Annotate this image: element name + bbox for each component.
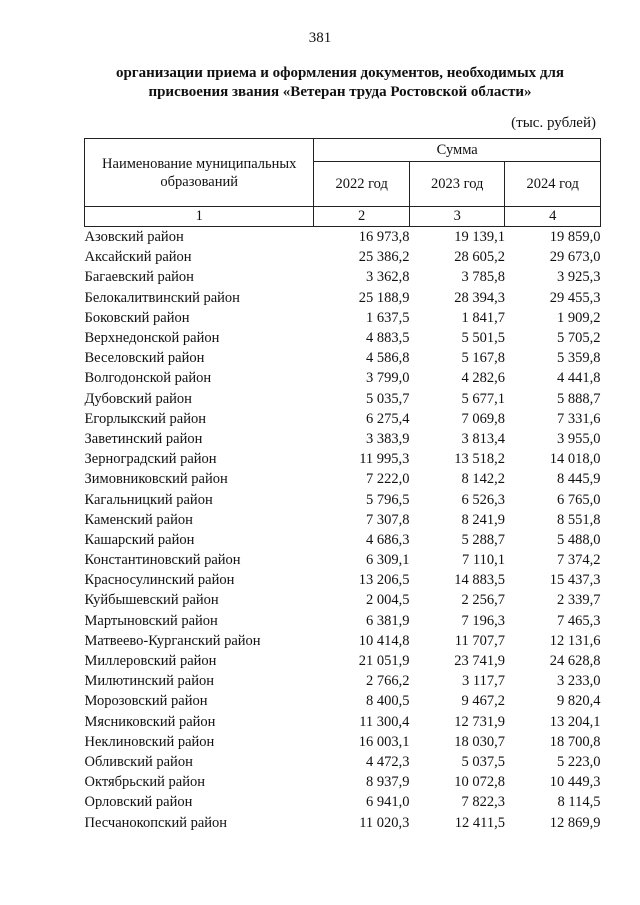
- municipality-name: Заветинский район: [84, 430, 203, 447]
- value-2023: 11 707,7: [454, 632, 505, 649]
- header-sum: Сумма: [314, 139, 601, 162]
- value-2024: 10 449,3: [549, 774, 601, 791]
- value-2023: 3 117,7: [461, 673, 505, 690]
- value-2022: 11 020,3: [359, 814, 410, 831]
- title-line-1: организации приема и оформления документов, необходимых для: [115, 65, 565, 81]
- municipality-name: Миллеровский район: [84, 653, 217, 670]
- municipality-name: Аксайский район: [84, 249, 192, 266]
- header-year-2023: 2023 год: [409, 162, 505, 207]
- municipality-name: Милютинский район: [84, 673, 214, 690]
- value-2023: 5 677,1: [461, 390, 505, 407]
- municipality-name: Кашарский район: [84, 531, 195, 548]
- value-2022: 4 883,5: [365, 330, 410, 347]
- value-2022: 2 766,2: [365, 673, 410, 690]
- table-row: [85, 530, 601, 550]
- header-col-number: 2: [314, 207, 410, 227]
- table-row: [85, 570, 601, 590]
- document-title: [80, 64, 600, 102]
- value-2023: 19 139,1: [454, 229, 505, 246]
- value-2022: 6 381,9: [365, 612, 410, 629]
- value-2024: 7 331,6: [557, 410, 601, 427]
- municipality-name: Неклиновский район: [84, 733, 215, 750]
- title-line-2: присвоения звания «Ветеран труда Ростовской области»: [148, 84, 532, 100]
- value-2023: 23 741,9: [454, 653, 505, 670]
- value-2024: 5 705,2: [557, 330, 601, 347]
- value-2023: 14 883,5: [454, 572, 505, 589]
- value-2023: 5 037,5: [461, 753, 505, 770]
- value-2022: 7 222,0: [365, 471, 410, 488]
- value-2023: 3 785,8: [461, 269, 505, 286]
- table-row: [85, 469, 601, 489]
- value-2024: 3 925,3: [557, 269, 601, 286]
- value-2023: 18 030,7: [454, 733, 505, 750]
- value-2024: 7 465,3: [557, 612, 601, 629]
- value-2022: 4 686,3: [365, 531, 410, 548]
- value-2024: 9 820,4: [557, 693, 601, 710]
- value-2024: 14 018,0: [549, 451, 601, 468]
- value-2022: 3 383,9: [365, 430, 410, 447]
- value-2022: 5 035,7: [365, 390, 410, 407]
- value-2023: 3 813,4: [461, 430, 505, 447]
- value-2022: 7 307,8: [365, 511, 410, 528]
- value-2024: 24 628,8: [549, 653, 601, 670]
- municipality-name: Мясниковский район: [84, 713, 216, 730]
- value-2022: 25 386,2: [358, 249, 410, 266]
- value-2024: 13 204,1: [549, 713, 601, 730]
- header-col-number: 4: [505, 207, 601, 227]
- value-2022: 21 051,9: [358, 653, 410, 670]
- table-row: [85, 752, 601, 772]
- municipality-name: Орловский район: [84, 794, 193, 811]
- municipality-name: Егорлыкский район: [84, 410, 206, 427]
- table-row: [85, 510, 601, 530]
- value-2023: 7 822,3: [461, 794, 505, 811]
- municipality-name: Песчанокопский район: [84, 814, 228, 831]
- value-2024: 3 233,0: [557, 673, 601, 690]
- page-number: 381: [308, 30, 332, 46]
- value-2024: 4 441,8: [557, 370, 601, 387]
- municipality-name: Зерноградский район: [84, 451, 217, 468]
- value-2024: 12 869,9: [549, 814, 601, 831]
- value-2024: 8 445,9: [557, 471, 601, 488]
- value-2022: 8 937,9: [365, 774, 410, 791]
- value-2023: 2 256,7: [461, 592, 505, 609]
- value-2022: 4 586,8: [365, 350, 410, 367]
- table-row: [85, 590, 601, 610]
- value-2022: 1 637,5: [365, 309, 410, 326]
- value-2023: 7 110,1: [461, 552, 505, 569]
- municipality-name: Красносулинский район: [84, 572, 235, 589]
- municipality-name: Октябрьский район: [84, 774, 205, 791]
- table-row: [85, 267, 601, 287]
- value-2024: 19 859,0: [549, 229, 601, 246]
- value-2024: 29 455,3: [549, 289, 601, 306]
- value-2024: 8 114,5: [557, 794, 601, 811]
- value-2023: 5 288,7: [461, 531, 505, 548]
- table-row: [85, 409, 601, 429]
- municipality-name: Дубовский район: [84, 390, 192, 407]
- value-2024: 5 488,0: [557, 531, 601, 548]
- table-row: [85, 227, 601, 248]
- value-2022: 6 309,1: [365, 552, 410, 569]
- value-2023: 28 605,2: [454, 249, 505, 266]
- table-body: [85, 227, 601, 833]
- value-2024: 7 374,2: [557, 552, 601, 569]
- value-2024: 5 359,8: [557, 350, 601, 367]
- table-row: [85, 691, 601, 711]
- municipality-name: Кагальницкий район: [84, 491, 213, 508]
- municipality-name: Матвеево-Курганский район: [84, 632, 261, 649]
- municipality-name: Морозовский район: [84, 693, 208, 710]
- value-2024: 5 888,7: [557, 390, 601, 407]
- value-2022: 11 300,4: [359, 713, 410, 730]
- header-col-number: 3: [409, 207, 505, 227]
- value-2023: 28 394,3: [454, 289, 505, 306]
- value-2024: 15 437,3: [549, 572, 601, 589]
- value-2022: 6 941,0: [365, 794, 410, 811]
- municipality-name: Веселовский район: [84, 350, 205, 367]
- value-2023: 8 241,9: [461, 511, 505, 528]
- table-row: [85, 389, 601, 409]
- value-2024: 8 551,8: [557, 511, 601, 528]
- table-row: [85, 631, 601, 651]
- municipality-name: Константиновский район: [84, 552, 241, 569]
- table-row: [85, 712, 601, 732]
- table-row: [85, 328, 601, 348]
- municipality-name: Багаевский район: [84, 269, 194, 286]
- municipality-name: Белокалитвинский район: [84, 289, 240, 306]
- value-2023: 12 411,5: [454, 814, 505, 831]
- table-row: [85, 288, 601, 308]
- municipality-name: Мартыновский район: [84, 612, 218, 629]
- municipality-name: Куйбышевский район: [84, 592, 219, 609]
- table-row: [85, 611, 601, 631]
- value-2024: 2 339,7: [557, 592, 601, 609]
- value-2023: 5 167,8: [461, 350, 505, 367]
- header-col-number: 1: [85, 207, 314, 227]
- value-2022: 25 188,9: [358, 289, 410, 306]
- value-2024: 18 700,8: [549, 733, 601, 750]
- value-2022: 5 796,5: [365, 491, 410, 508]
- header-year-2022: 2022 год: [314, 162, 410, 207]
- municipality-name: Зимовниковский район: [84, 471, 228, 488]
- value-2023: 10 072,8: [454, 774, 505, 791]
- table-row: [85, 812, 601, 832]
- value-2022: 11 995,3: [359, 451, 410, 468]
- value-2024: 1 909,2: [557, 309, 601, 326]
- table-row: [85, 247, 601, 267]
- table-row: [85, 368, 601, 388]
- municipality-name: Верхнедонской район: [84, 330, 220, 347]
- table-row: [85, 429, 601, 449]
- value-2023: 6 526,3: [461, 491, 505, 508]
- municipality-name: Обливский район: [84, 753, 193, 770]
- table-row: [85, 308, 601, 328]
- value-2023: 1 841,7: [461, 309, 505, 326]
- value-2022: 16 973,8: [358, 229, 410, 246]
- municipality-name: Боковский район: [84, 309, 190, 326]
- value-2024: 3 955,0: [557, 430, 601, 447]
- value-2022: 16 003,1: [358, 733, 410, 750]
- table-row: [85, 671, 601, 691]
- table-row: [85, 489, 601, 509]
- municipality-name: Каменский район: [84, 511, 193, 528]
- value-2023: 5 501,5: [461, 330, 505, 347]
- table-row: [85, 651, 601, 671]
- municipality-name: Волгодонской район: [84, 370, 212, 387]
- budget-table: [84, 138, 601, 833]
- value-2023: 12 731,9: [454, 713, 505, 730]
- value-2022: 3 799,0: [365, 370, 410, 387]
- table-row: [85, 449, 601, 469]
- table-row: [85, 348, 601, 368]
- value-2024: 12 131,6: [549, 632, 601, 649]
- table-row: [85, 732, 601, 752]
- units-label: (тыс. рублей): [511, 115, 596, 131]
- value-2022: 4 472,3: [365, 753, 410, 770]
- value-2023: 7 069,8: [461, 410, 505, 427]
- table-row: [85, 792, 601, 812]
- value-2024: 5 223,0: [557, 753, 601, 770]
- table-row: [85, 550, 601, 570]
- value-2022: 6 275,4: [365, 410, 410, 427]
- value-2022: 2 004,5: [365, 592, 410, 609]
- header-year-2024: 2024 год: [505, 162, 601, 207]
- value-2023: 13 518,2: [454, 451, 505, 468]
- value-2022: 8 400,5: [365, 693, 410, 710]
- value-2023: 8 142,2: [461, 471, 505, 488]
- value-2022: 10 414,8: [358, 632, 410, 649]
- value-2024: 6 765,0: [557, 491, 601, 508]
- header-municipality: Наименование муниципальных образований: [85, 139, 314, 207]
- value-2024: 29 673,0: [549, 249, 601, 266]
- value-2023: 7 196,3: [461, 612, 505, 629]
- municipality-name: Азовский район: [84, 229, 184, 246]
- value-2022: 13 206,5: [358, 572, 410, 589]
- value-2023: 9 467,2: [461, 693, 505, 710]
- value-2022: 3 362,8: [365, 269, 410, 286]
- table-row: [85, 772, 601, 792]
- value-2023: 4 282,6: [461, 370, 505, 387]
